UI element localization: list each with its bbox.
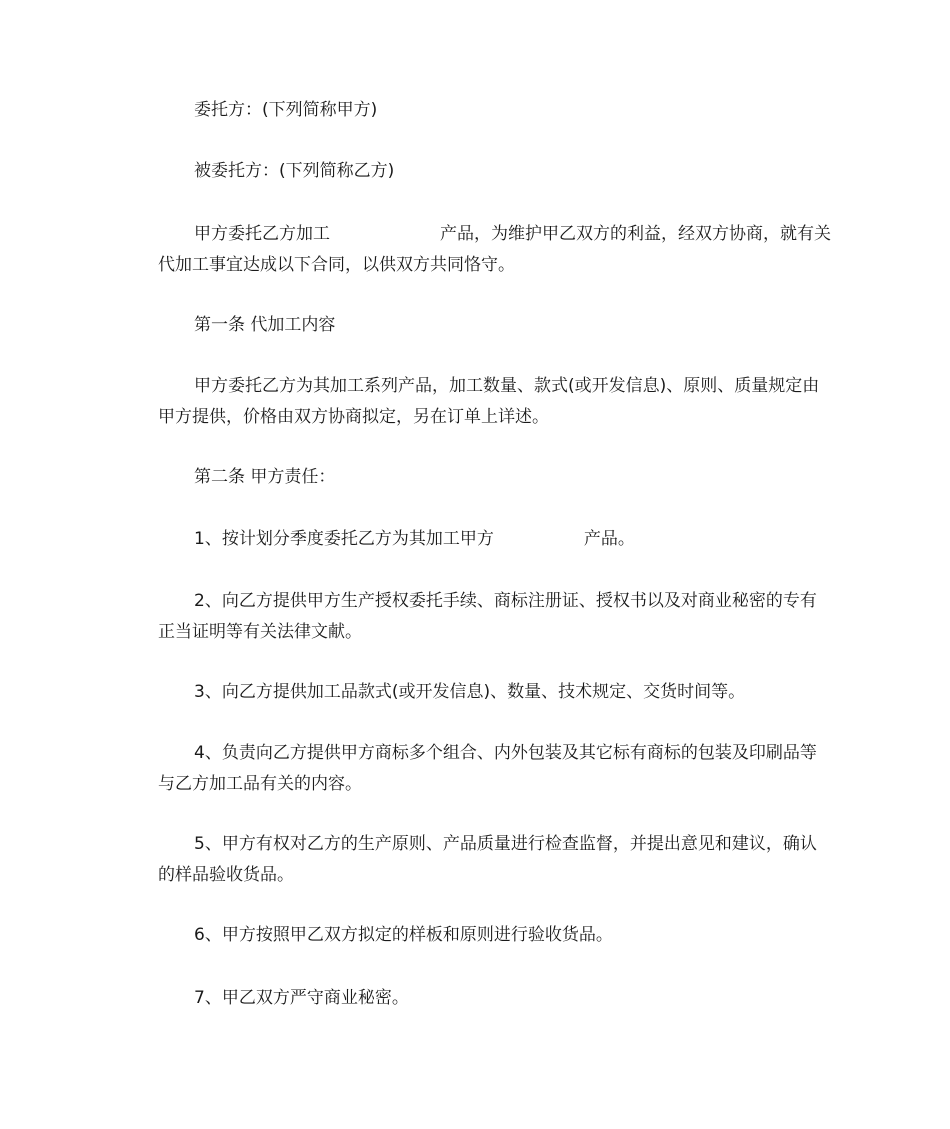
- paragraph-contractor: [122, 156, 834, 187]
- text-line: [122, 219, 834, 250]
- text-segment: 甲方委托乙方加工: [194, 224, 330, 244]
- article-2-item-3: [122, 677, 834, 708]
- text-line: 第二条 甲方责任：: [194, 467, 336, 487]
- text-line: 的样品验收货品。: [158, 865, 294, 885]
- text-segment: 产品。: [583, 529, 635, 549]
- text-segment: 1、按计划分季度委托乙方为其加工甲方: [194, 529, 494, 549]
- article-2-item-2: [122, 586, 834, 648]
- text-line: 委托方：(下列简称甲方): [194, 100, 378, 120]
- text-line: 7、甲乙双方严守商业秘密。: [194, 988, 409, 1008]
- article-1-body: [122, 371, 834, 433]
- paragraph-intro: [122, 219, 834, 281]
- text-line: 代加工事宜达成以下合同，以供双方共同恪守。: [158, 255, 515, 275]
- text-line: 正当证明等有关法律文献。: [158, 622, 362, 642]
- text-line: 与乙方加工品有关的内容。: [158, 774, 362, 794]
- article-2-item-5: [122, 829, 834, 891]
- text-line: 3、向乙方提供加工品款式(或开发信息)、数量、技术规定、交货时间等。: [194, 682, 746, 702]
- article-2-item-6: [122, 920, 834, 951]
- text-line: 4、负责向乙方提供甲方商标多个组合、内外包装及其它标有商标的包装及印刷品等: [194, 743, 817, 763]
- text-line: 第一条 代加工内容: [194, 315, 336, 335]
- text-line: 2、向乙方提供甲方生产授权委托手续、商标注册证、授权书以及对商业秘密的专有: [194, 591, 817, 611]
- text-line: 6、甲方按照甲乙双方拟定的样板和原则进行验收货品。: [194, 925, 613, 945]
- paragraph-client: [122, 95, 834, 126]
- article-2-item-7: [122, 983, 834, 1014]
- text-line: 5、甲方有权对乙方的生产原则、产品质量进行检查监督，并提出意见和建议，确认: [194, 834, 817, 854]
- text-line: 甲方委托乙方为其加工系列产品，加工数量、款式(或开发信息)、原则、质量规定由: [194, 376, 820, 396]
- text-line: [122, 524, 834, 555]
- article-2-item-4: [122, 738, 834, 800]
- article-2-item-1: [122, 524, 834, 555]
- text-line: 甲方提供，价格由双方协商拟定，另在订单上详述。: [158, 407, 549, 427]
- article-1-heading: [122, 310, 834, 341]
- article-2-heading: [122, 462, 834, 493]
- text-segment: 产品，为维护甲乙双方的利益，经双方协商，就有关: [440, 224, 831, 244]
- text-line: 被委托方：(下列简称乙方): [194, 161, 395, 181]
